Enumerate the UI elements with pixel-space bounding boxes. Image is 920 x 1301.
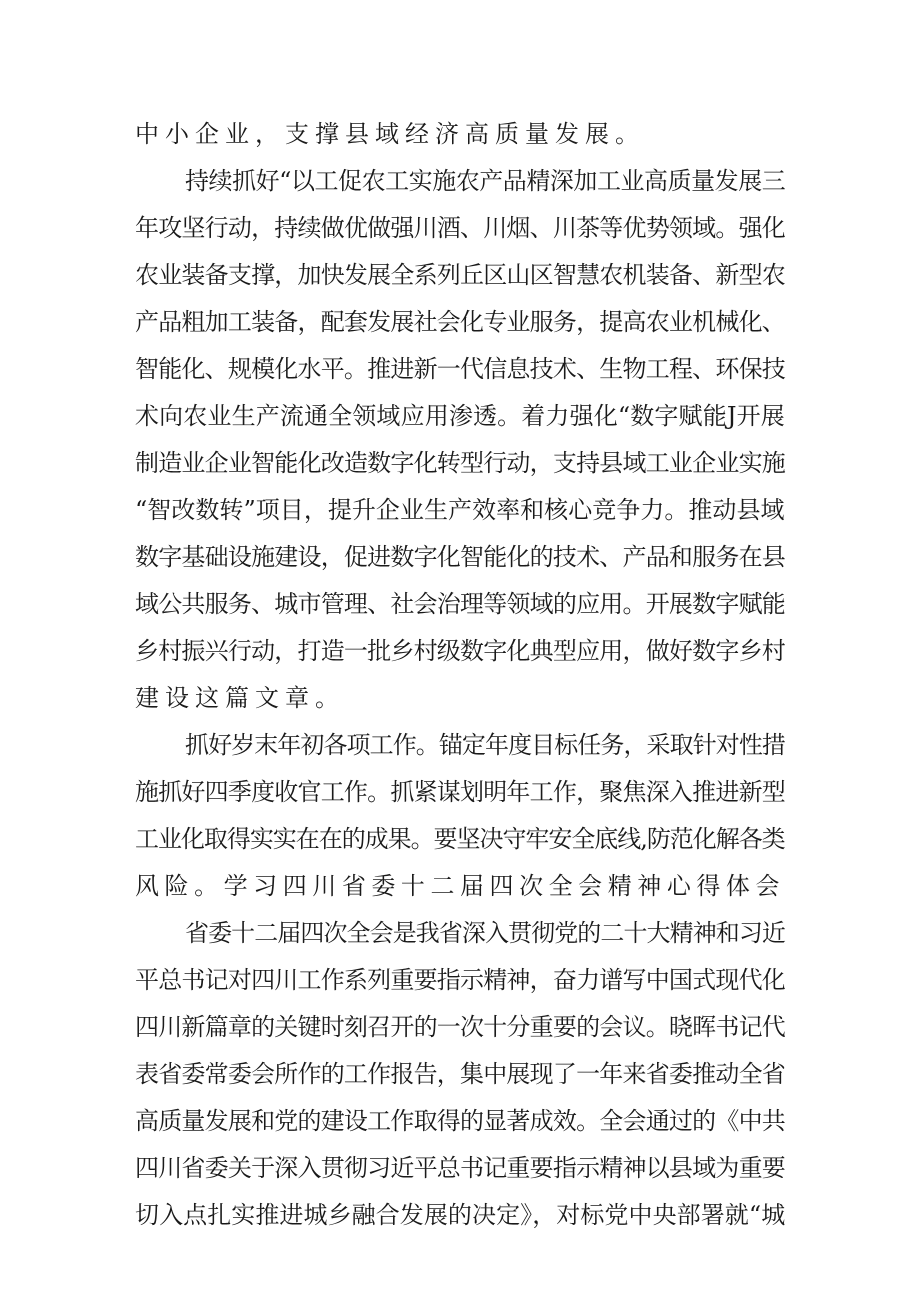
text-line: 中小企业，支撑县域经济高质量发展。 (135, 120, 645, 148)
text-line: “智改数转”项目，提升企业生产效率和核心竞争力。推动县域 (135, 496, 785, 524)
text-line: 智能化、规模化水平。推进新一代信息技术、生物工程、环保技 (135, 355, 785, 383)
text-line: 产品粗加工装备，配套发展社会化专业服务，提高农业机械化、 (135, 308, 785, 336)
text-line: 数字基础设施建设，促进数字化智能化的技术、产品和服务在县 (135, 543, 785, 571)
text-line: 工业化取得实实在在的成果。要坚决守牢安全底线,防范化解各类 (135, 825, 785, 853)
text-line: 四川省委关于深入贯彻习近平总书记重要指示精神以县域为重要 (135, 1154, 785, 1182)
text-line: 建设这篇文章。 (135, 684, 345, 712)
text-line: 年攻坚行动，持续做优做强川酒、川烟、川茶等优势领域。强化 (135, 214, 785, 242)
text-line: 施抓好四季度收官工作。抓紧谋划明年工作，聚焦深入推进新型 (135, 778, 785, 806)
text-line: 乡村振兴行动，打造一批乡村级数字化典型应用，做好数字乡村 (135, 637, 785, 665)
text-line: 高质量发展和党的建设工作取得的显著成效。全会通过的《中共 (135, 1107, 785, 1135)
text-line: 切入点扎实推进城乡融合发展的决定》，对标党中央部署就“城 (135, 1201, 786, 1229)
text-line: 四川新篇章的关键时刻召开的一次十分重要的会议。晓晖书记代 (135, 1013, 785, 1041)
text-line: 抓好岁末年初各项工作。锚定年度目标任务，采取针对性措 (185, 731, 785, 759)
text-line: 制造业企业智能化改造数字化转型行动，支持县域工业企业实施 (135, 449, 785, 477)
text-line: 省委十二届四次全会是我省深入贯彻党的二十大精神和习近 (185, 919, 785, 947)
text-line: 农业装备支撑，加快发展全系列丘区山区智慧农机装备、新型农 (135, 261, 785, 289)
text-line: 持续抓好“以工促农工实施农产品精深加工业高质量发展三 (185, 167, 786, 195)
text-line: 术向农业生产流通全领域应用渗透。着力强化“数字赋能J开展 (135, 402, 785, 430)
text-line: 平总书记对四川工作系列重要指示精神，奋力谱写中国式现代化 (135, 966, 785, 994)
text-line: 域公共服务、城市管理、社会治理等领域的应用。开展数字赋能 (135, 590, 785, 618)
text-line: 表省委常委会所作的工作报告，集中展现了一年来省委推动全省 (135, 1060, 785, 1088)
text-line: 风险。学习四川省委十二届四次全会精神心得体会 (135, 872, 785, 900)
